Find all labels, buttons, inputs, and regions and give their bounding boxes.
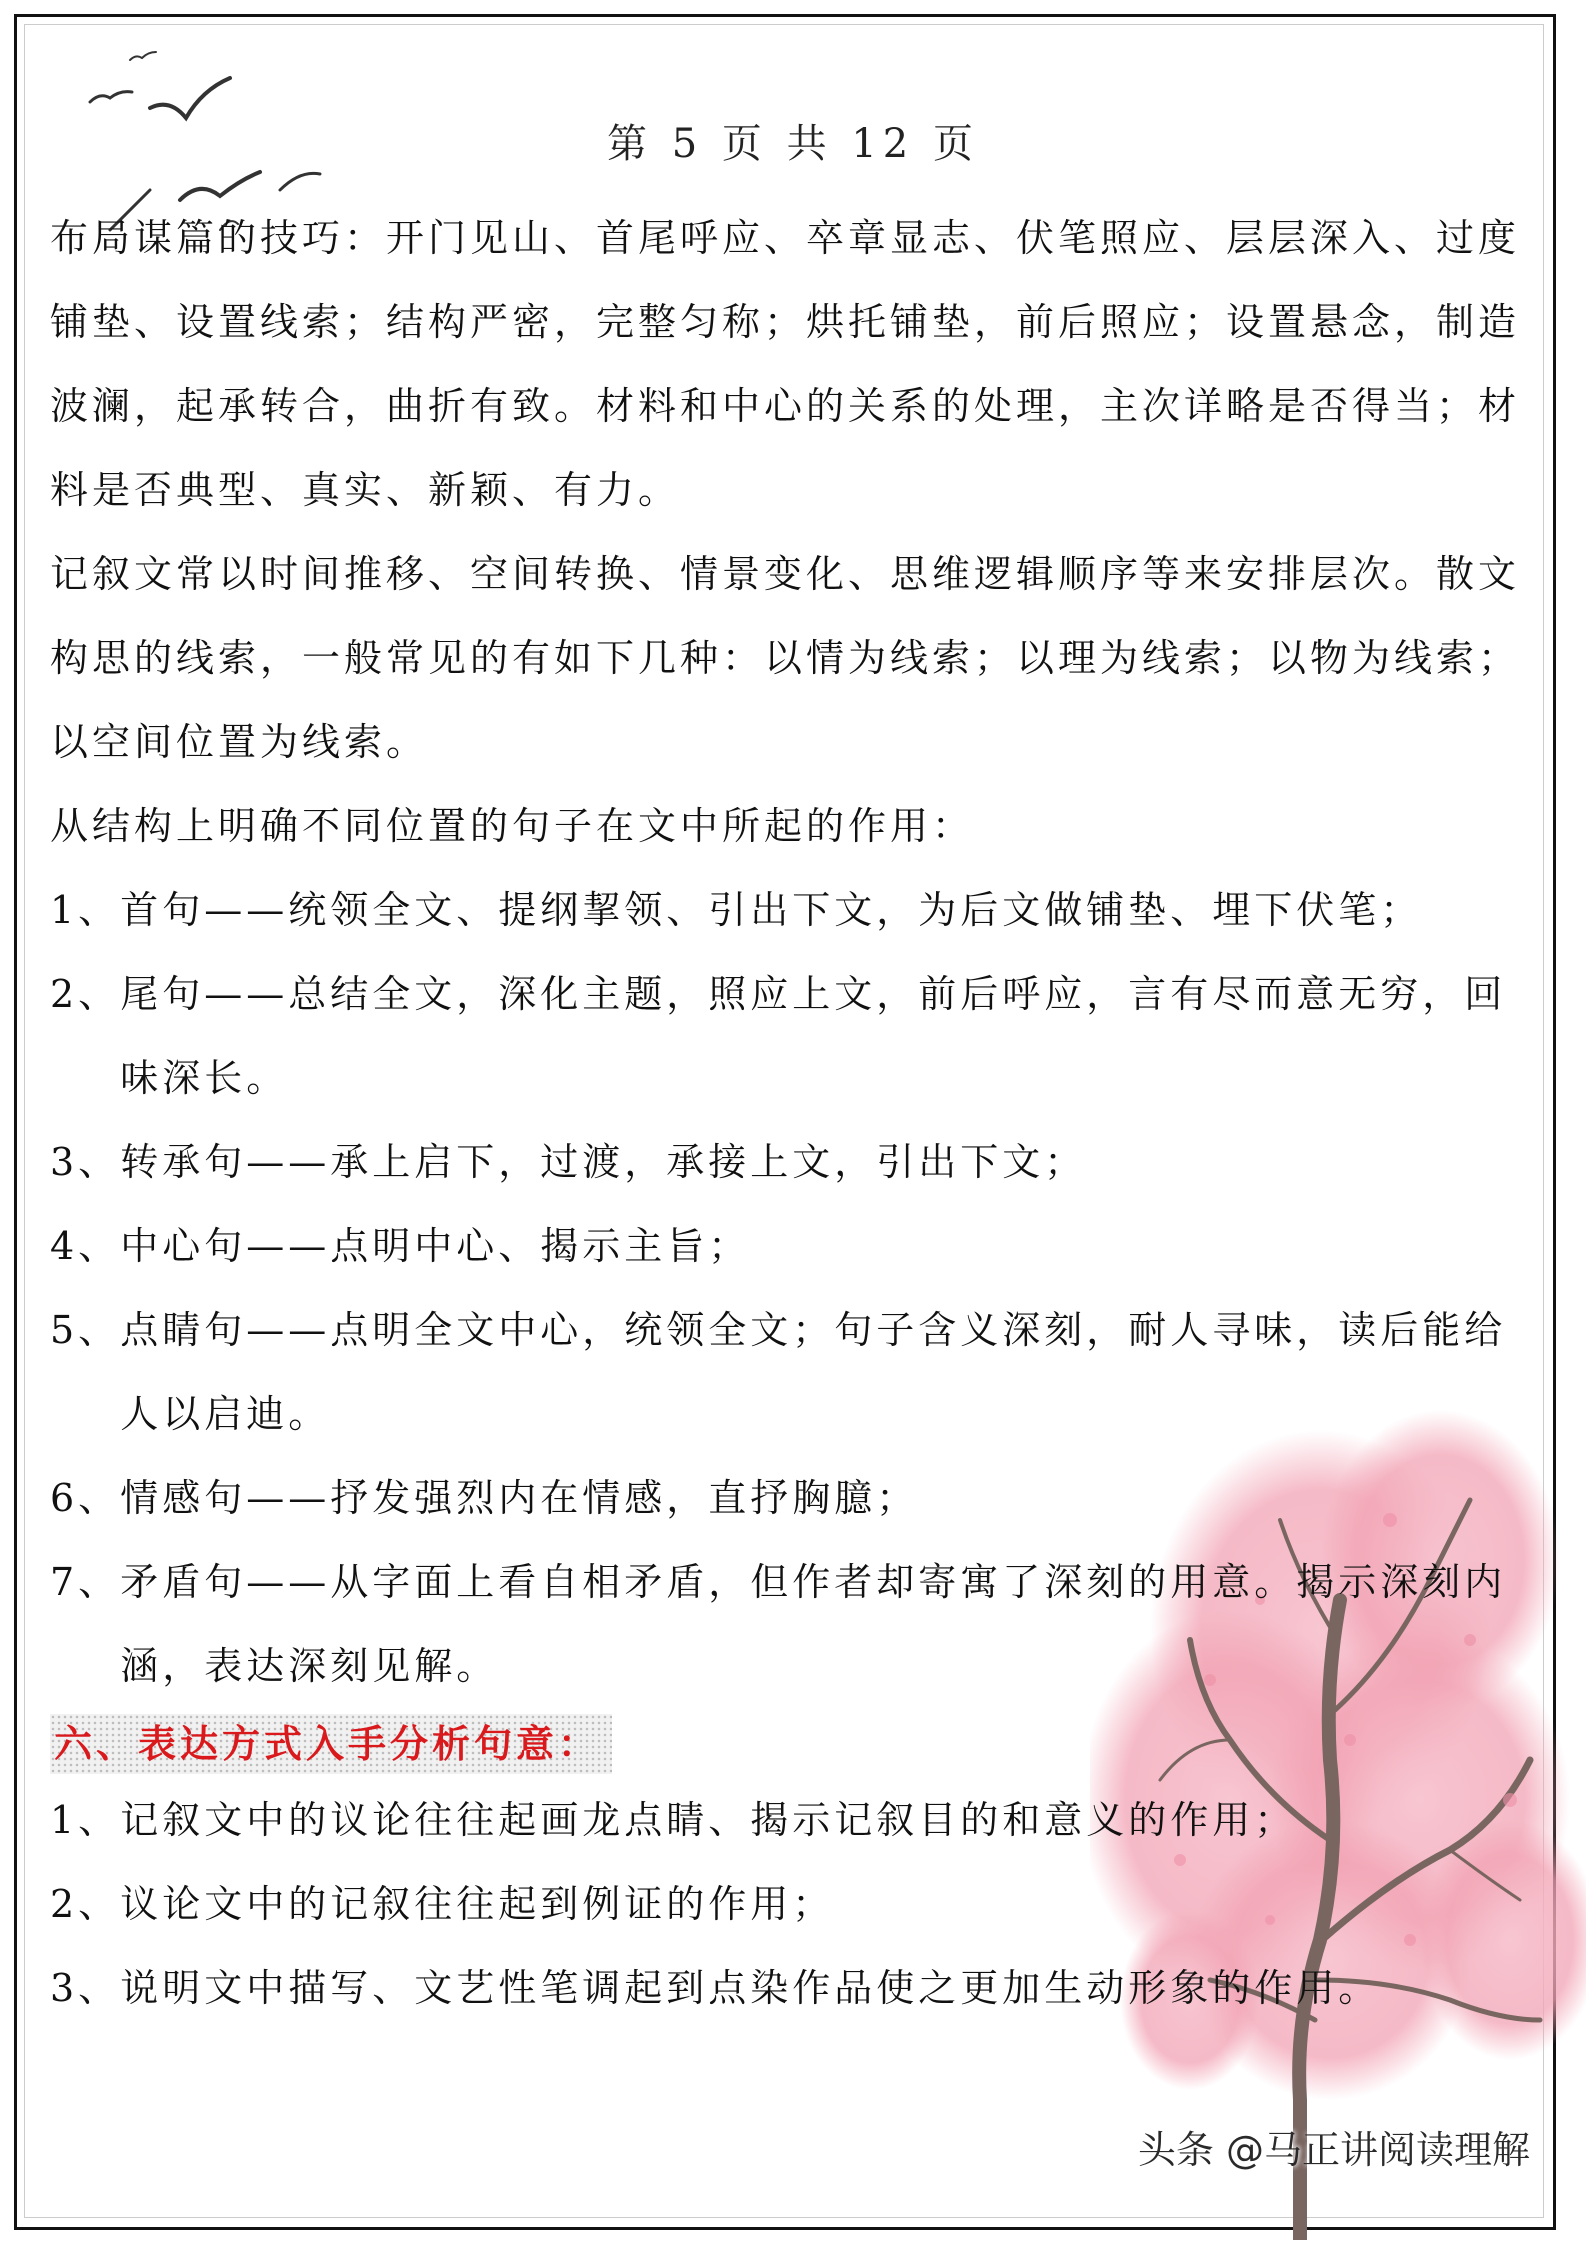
list-item-text: 议论文中的记叙往往起到例证的作用； [120,1882,835,1926]
list-item [50,1946,1536,2030]
list-item [50,1778,1536,1862]
list-item [50,1540,1536,1708]
page-number: 第 5 页 共 12 页 [607,121,979,167]
list-item-text: 矛盾句——从字面上看自相矛盾，但作者却寄寓了深刻的用意。揭示深刻内涵，表达深刻见解。 [120,1560,1507,1688]
list-item-text: 转承句——承上启下，过渡，承接上文，引出下文； [120,1140,1087,1184]
list-item [50,1456,1536,1540]
list-item-text: 点睛句——点明全文中心，统领全文；句子含义深刻，耐人寻味，读后能给人以启迪。 [120,1308,1507,1436]
list-item-text: 记叙文中的议论往往起画龙点睛、揭示记叙目的和意义的作用； [120,1798,1297,1842]
list-item-number: 1、 [50,1798,121,1842]
document-body [50,196,1536,2030]
list-item-text: 中心句——点明中心、揭示主旨； [120,1224,751,1268]
list-item [50,1120,1536,1204]
list-item [50,1204,1536,1288]
list-item [50,1288,1536,1456]
watermark: 头条 @马正讲阅读理解 [1137,2128,1530,2172]
list-item-number: 3、 [50,1140,121,1184]
list-item-text: 首句——统领全文、提纲挈领、引出下文，为后文做铺垫、埋下伏笔； [120,888,1423,932]
list-item-number: 1、 [50,888,121,932]
list-item-text: 尾句——总结全文，深化主题，照应上文，前后呼应，言有尽而意无穷，回味深长。 [120,972,1507,1100]
list-item-number: 3、 [50,1966,121,2010]
paragraph-narrative-clues: 记叙文常以时间推移、空间转换、情景变化、思维逻辑顺序等来安排层次。散文构思的线索，一般常见的有如下几种：以情为线索；以理为线索；以物为线索；以空间位置为线索。 [50,552,1521,764]
list-item [50,1862,1536,1946]
list-item [50,868,1536,952]
list-item-number: 4、 [50,1224,121,1268]
list-item-text: 情感句——抒发强烈内在情感，直抒胸臆； [120,1476,919,1520]
list-item [50,952,1536,1120]
list-item-number: 6、 [50,1476,121,1520]
list-item-text: 说明文中描写、文艺性笔调起到点染作品使之更加生动形象的作用。 [120,1966,1381,2010]
list-item-number: 7、 [50,1560,121,1604]
paragraph-structure-intro: 从结构上明确不同位置的句子在文中所起的作用： [50,804,975,848]
list-item-number: 5、 [50,1308,121,1352]
list-item-number: 2、 [50,972,121,1016]
list-item-number: 2、 [50,1882,121,1926]
paragraph-layout-skills: 布局谋篇的技巧：开门见山、首尾呼应、卒章显志、伏笔照应、层层深入、过度铺垫、设置线索；结构严密，完整匀称；烘托铺垫，前后照应；设置悬念，制造波澜，起承转合，曲折有致。材料和中心的关系的处理，主次详略是否得当；材料是否典型、真实、新颖、有力。 [50,216,1521,512]
section-heading: 六、表达方式入手分析句意： [50,1714,612,1774]
